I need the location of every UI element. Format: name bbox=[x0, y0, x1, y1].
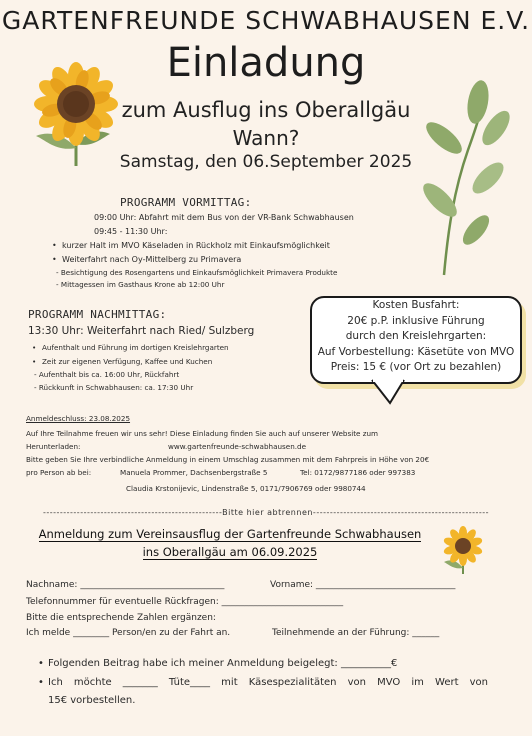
page-title: Einladung bbox=[166, 40, 366, 86]
cost-callout bbox=[310, 296, 522, 384]
morning-line-2: 09:45 - 11:30 Uhr: bbox=[94, 227, 168, 236]
sunflower-small-icon bbox=[440, 524, 486, 576]
cheese-bag-line-2: 15€ vorbestellen. bbox=[48, 695, 136, 706]
afternoon-dash-1: - Aufenthalt bis ca. 16:00 Uhr, Rückfahrt bbox=[34, 370, 180, 379]
contact-1-phone: Tel: 0172/9877186 oder 997383 bbox=[300, 468, 416, 477]
contact-1: Manuela Prommer, Dachsenbergstraße 5 bbox=[120, 468, 268, 477]
info-line-2a: Herunterladen: bbox=[26, 442, 81, 451]
registration-title-2: ins Oberallgäu am 06.09.2025 bbox=[142, 545, 318, 559]
morning-heading: PROGRAMM VORMITTAG: bbox=[120, 196, 252, 209]
tour-participants-field[interactable]: Teilnehmende an der Führung: ______ bbox=[272, 628, 440, 638]
telefon-field[interactable]: Telefonnummer für eventuelle Rückfragen: ___________________________ bbox=[26, 597, 344, 607]
afternoon-heading: PROGRAMM NACHMITTAG: bbox=[28, 308, 167, 321]
cost-line-3: durch den Kreislehrgarten: bbox=[345, 330, 487, 342]
morning-bullet-1: • kurzer Halt im MVO Käseladen in Rückholz mit Einkaufsmöglichkeit bbox=[62, 241, 330, 251]
leaf-branch-icon bbox=[406, 80, 510, 280]
cost-line-2: 20€ p.P. inklusive Führung bbox=[347, 314, 485, 327]
contact-2: Claudia Krstonijevic, Lindenstraße 5, 0171/7906769 oder 9980744 bbox=[126, 484, 366, 493]
callout-tail bbox=[370, 379, 410, 405]
payment-field[interactable]: • Folgenden Beitrag habe ich meiner Anmeldung beigelegt: __________€ bbox=[48, 658, 397, 669]
info-line-3: Bitte geben Sie Ihre verbindliche Anmeldung in einem Umschlag zusammen mit dem Fahrpreis in Höhe von 20€ bbox=[26, 455, 430, 464]
deadline: Anmeldeschluss: 23.08.2025 bbox=[26, 414, 131, 423]
nachname-field[interactable]: Nachname: ________________________________ bbox=[26, 580, 225, 590]
info-line-1: Auf Ihre Teilnahme freuen wir uns sehr! Diese Einladung finden Sie auch auf unserer Website zum bbox=[26, 429, 379, 438]
persons-field[interactable]: Ich melde ________ Person/en zu der Fahrt an. bbox=[26, 628, 231, 638]
vorname-field[interactable]: Vorname: _______________________________ bbox=[270, 580, 456, 590]
registration-title-1: Anmeldung zum Vereinsausflug der Gartenfreunde Schwabhausen bbox=[38, 527, 422, 541]
afternoon-line-1: 13:30 Uhr: Weiterfahrt nach Ried/ Sulzberg bbox=[28, 325, 255, 337]
afternoon-dash-2: - Rückkunft in Schwabhausen: ca. 17:30 Uhr bbox=[34, 383, 194, 392]
info-line-4a: pro Person ab bei: bbox=[26, 468, 92, 477]
morning-dash-1: - Besichtigung des Rosengartens und Einkaufsmöglichkeit Primavera Produkte bbox=[56, 268, 338, 277]
cost-line-1: Kosten Busfahrt: bbox=[372, 299, 460, 311]
cut-line: -----------------------------------------------------Bitte hier abtrennen---------------------------------------------------- bbox=[42, 508, 490, 517]
fill-hint: Bitte die entsprechende Zahlen ergänzen: bbox=[26, 613, 216, 623]
sunflower-icon bbox=[26, 56, 126, 168]
morning-bullet-2: • Weiterfahrt nach Oy-Mittelberg zu Primavera bbox=[62, 255, 241, 265]
cost-line-4: Auf Vorbestellung: Käsetüte von MVO bbox=[317, 345, 515, 358]
subtitle: zum Ausflug ins Oberallgäu bbox=[121, 98, 411, 122]
cost-line-5: Preis: 15 € (vor Ort zu bezahlen) bbox=[330, 361, 502, 373]
afternoon-bullet-2: • Zeit zur eigenen Verfügung, Kaffee und Kuchen bbox=[42, 357, 212, 366]
afternoon-bullet-1: • Aufenthalt und Führung im dortigen Kreislehrgarten bbox=[42, 343, 229, 352]
cheese-bag-field[interactable]: • Ich möchte _______ Tüte____ mit Käsespezialitäten von MVO im Wert von bbox=[48, 677, 488, 688]
event-date: Samstag, den 06.September 2025 bbox=[119, 152, 413, 172]
morning-line-1: 09:00 Uhr: Abfahrt mit dem Bus von der VR-Bank Schwabhausen bbox=[94, 213, 354, 222]
when-label: Wann? bbox=[232, 126, 300, 150]
website-link[interactable]: www.gartenfreunde-schwabhausen.de bbox=[168, 442, 307, 451]
morning-dash-2: - Mittagessen im Gasthaus Krone ab 12:00 Uhr bbox=[56, 280, 225, 289]
club-name: GARTENFREUNDE SCHWABHAUSEN E.V. bbox=[1, 6, 531, 35]
